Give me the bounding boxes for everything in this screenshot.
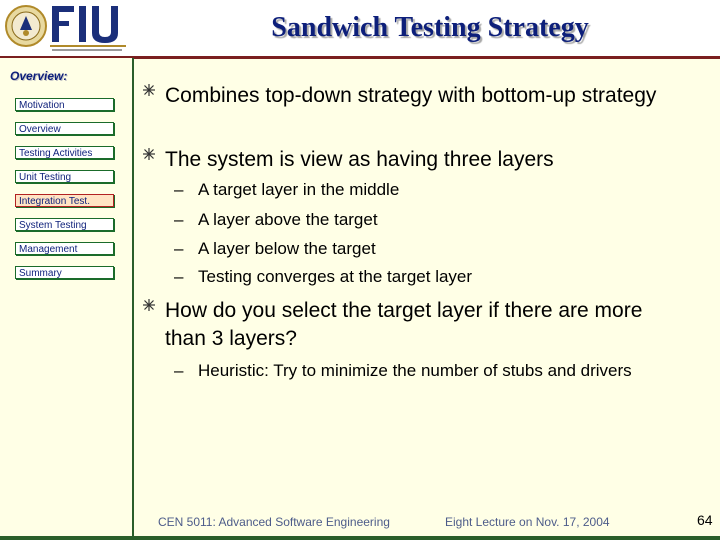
dash-marker: – xyxy=(174,210,184,229)
asterisk-bullet-icon xyxy=(143,84,155,96)
bullet-combines xyxy=(165,82,685,110)
bullet-text: How do you select the target layer if there are more than 3 layers? xyxy=(165,299,643,350)
sidebar-item-system-testing[interactable]: System Testing xyxy=(15,218,114,231)
sub-bullet xyxy=(174,265,678,288)
header xyxy=(0,0,720,59)
sub-bullet xyxy=(174,178,678,201)
asterisk-bullet-icon xyxy=(143,299,155,311)
sub-bullet xyxy=(174,208,678,231)
sidebar-item-unit-testing[interactable]: Unit Testing xyxy=(15,170,114,183)
sidebar-item-management[interactable]: Management xyxy=(15,242,114,255)
bullet-text: Combines top-down strategy with bottom-up strategy xyxy=(165,84,657,107)
sub-bullet xyxy=(174,359,678,382)
sub-bullet xyxy=(174,237,678,260)
sidebar-heading: Overview: xyxy=(10,69,68,83)
footer-lecture: Eight Lecture on Nov. 17, 2004 xyxy=(445,515,610,529)
asterisk-bullet-icon xyxy=(143,148,155,160)
sub-bullet-text: A target layer in the middle xyxy=(198,180,400,199)
sidebar xyxy=(0,58,132,540)
bottom-bar xyxy=(0,536,720,540)
sidebar-divider xyxy=(132,58,134,540)
fiu-logo xyxy=(2,0,128,54)
bullet-text: The system is view as having three layers xyxy=(165,148,554,171)
dash-marker: – xyxy=(174,180,184,199)
slide-title: Sandwich Testing Strategy xyxy=(271,12,589,43)
sidebar-item-summary[interactable]: Summary xyxy=(15,266,114,279)
sidebar-item-integration-test[interactable]: Integration Test. xyxy=(15,194,114,207)
sub-bullet-text: A layer below the target xyxy=(198,239,376,258)
bullet-three-layers xyxy=(165,146,685,174)
sidebar-item-testing-activities[interactable]: Testing Activities xyxy=(15,146,114,159)
dash-marker: – xyxy=(174,267,184,286)
sidebar-item-motivation[interactable]: Motivation xyxy=(15,98,114,111)
bullet-select-target xyxy=(165,297,685,353)
dash-marker: – xyxy=(174,361,184,380)
sub-bullet-text: Heuristic: Try to minimize the number of stubs and drivers xyxy=(198,361,632,380)
sub-bullet-text: Testing converges at the target layer xyxy=(198,267,473,286)
dash-marker: – xyxy=(174,239,184,258)
page-number: 64 xyxy=(697,512,713,528)
sidebar-item-overview[interactable]: Overview xyxy=(15,122,114,135)
sub-bullet-text: A layer above the target xyxy=(198,210,378,229)
footer-course: CEN 5011: Advanced Software Engineering xyxy=(158,515,390,529)
